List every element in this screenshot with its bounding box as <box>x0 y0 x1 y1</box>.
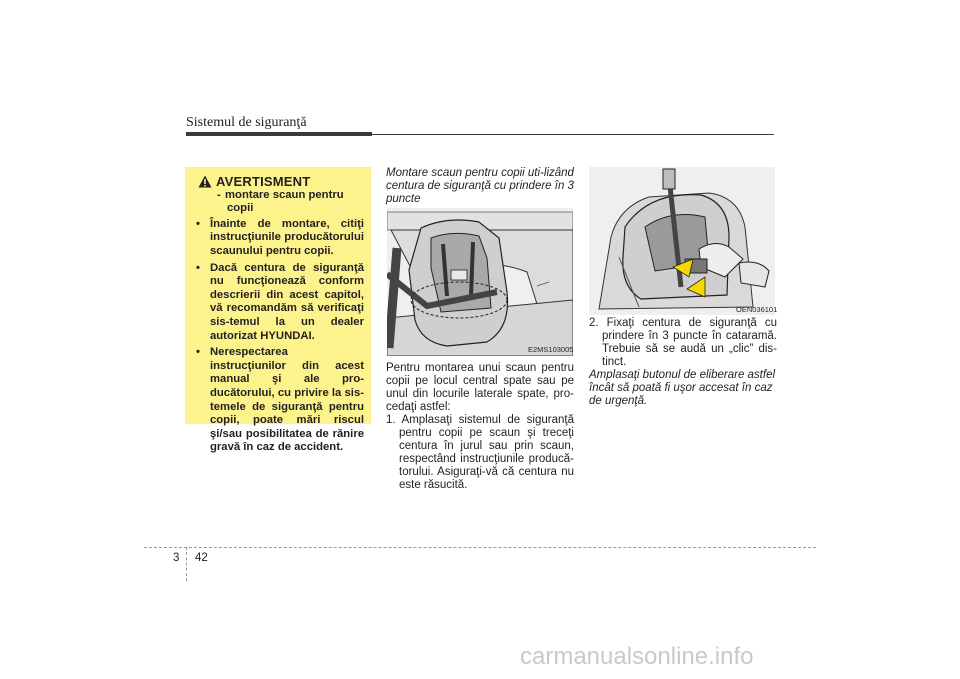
warning-dash: - <box>217 188 221 201</box>
footer-rule <box>144 547 816 548</box>
warning-triangle-icon <box>198 175 212 188</box>
footer-divider <box>186 547 187 581</box>
header-rule-thin <box>372 134 774 135</box>
warning-subtitle-line2: copii <box>227 202 254 215</box>
right-body <box>589 317 777 408</box>
step-1: 1. Amplasaţi sistemul de siguranţă pentru copii pe scaun şi treceţi centura în jurul sau prin scaun, respectând instrucţiunile producă-torului. Asiguraţi-vă că centura nu este răsucită. <box>386 414 574 491</box>
image-code: E2MS103005 <box>528 345 574 354</box>
page-number: 42 <box>195 552 208 564</box>
subsection-heading: Montare scaun pentru copii uti-lizând centura de siguranţă cu prindere în 3 puncte <box>386 167 574 205</box>
warning-item: • Nerespectarea instrucţiunilor din acest manual şi ale pro-ducătorului, cu privire la sis-temele de siguranţă pentru copii, poate mări riscul şi/sau posibilitatea de rănire gravă în caz de accident. <box>194 346 364 455</box>
warning-title: AVERTISMENT <box>216 174 311 189</box>
image-code: OEN036101 <box>736 305 778 314</box>
warning-item: • Dacă centura de siguranţă nu funcţionează conform descrierii din acest capitol, vă recomandăm să verificaţi sis-temul la un dealer autorizat HYUNDAI. <box>194 262 364 344</box>
intro-paragraph: Pentru montarea unui scaun pentru copii pe locul central spate sau pe unul din locurile laterale spate, pro-cedaţi astfel: <box>386 362 574 413</box>
middle-body <box>386 362 574 492</box>
warning-box <box>185 167 371 454</box>
warning-header <box>198 175 364 189</box>
warning-item: • Înainte de montare, citiţi instrucţiunile producătorului scaunului pentru copii. <box>194 218 364 259</box>
step-2: 2. Fixaţi centura de siguranţă cu prindere în 3 puncte în cataramă. Trebuie să se audă un „clic” dis-tinct. <box>589 317 777 368</box>
buckle-illustration <box>589 167 778 315</box>
warning-subtitle-line1: montare scaun pentru <box>225 188 344 201</box>
watermark: carmanualsonline.info <box>520 643 754 670</box>
child-seat-illustration <box>387 208 573 356</box>
chapter-number: 3 <box>173 552 180 564</box>
section-title: Sistemul de siguranţă <box>186 115 307 130</box>
warning-list <box>194 218 364 455</box>
note-italic: Amplasaţi butonul de eliberare astfel încât să poată fi uşor accesat în caz de urgenţă. <box>589 369 776 407</box>
warning-subtitle <box>217 189 364 203</box>
header-rule-thick <box>186 132 372 136</box>
